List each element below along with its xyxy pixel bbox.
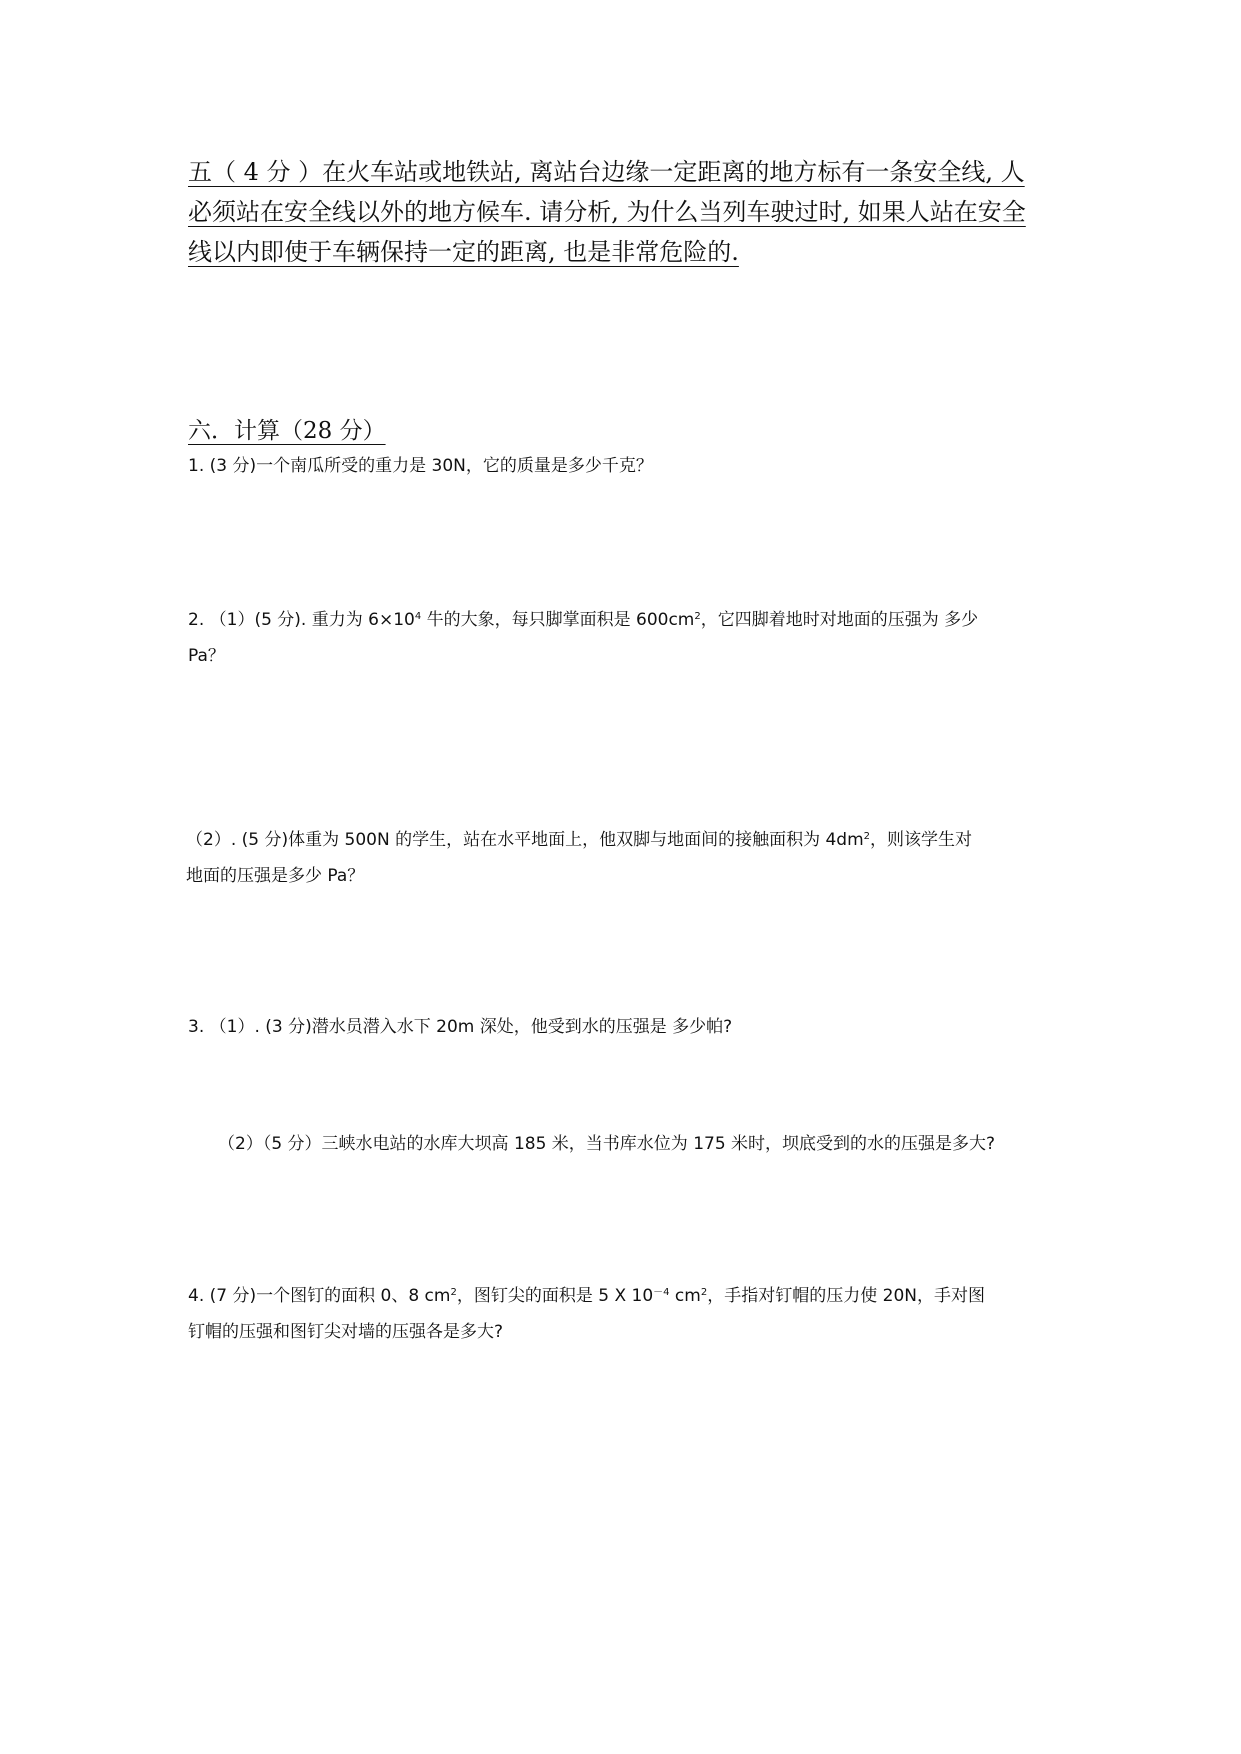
section-five-line: 必须站在安全线以外的地方候车. 请分析, 为什么当列车驶过时, 如果人站在安全 [188,198,1026,226]
question-1: 1. (3 分)一个南瓜所受的重力是 30N，它的质量是多少千克？ [188,456,653,476]
section-five-question [188,152,1068,272]
question-4: 4. (7 分)一个图钉的面积 0、8 $cm^2$，图钉尖的面积是 5 X $10^{-4}$ $cm^2$，手指对钉帽的压力使 20N，手对图 钉帽的压强和图钉尖对墙的压强各是多大? [188,1286,985,1342]
section-five-line: 五（ 4 分 ）在火车站或地铁站, 离站台边缘一定距离的地方标有一条安全线, 人 [188,158,1025,186]
question-2-part-1: 2. （1）(5 分). 重力为 $6\times 10^4$ 牛的大象，每只脚掌面积是 $600cm^2$，它四脚着地时对地面的压强为 多少 Pa？ [188,610,979,666]
question-3-part-2: （2）（5 分）三峡水电站的水库大坝高 185 米，当书库水位为 175 米时，坝底受到的水的压强是多大? [218,1134,996,1154]
question-3-part-1: 3. （1）. (3 分)潜水员潜入水下 20m 深处，他受到水的压强是 多少帕? [188,1017,733,1037]
section-five-line: 线以内即使于车辆保持一定的距离, 也是非常危险的. [188,238,739,266]
section-six-heading: 六．计算（28 分） [188,418,386,444]
question-2-part-2: （2）. (5 分)体重为 500N 的学生，站在水平地面上，他双脚与地面间的接触面积为 $4dm^2$，则该学生对 地面的压强是多少 Pa？ [186,830,973,886]
